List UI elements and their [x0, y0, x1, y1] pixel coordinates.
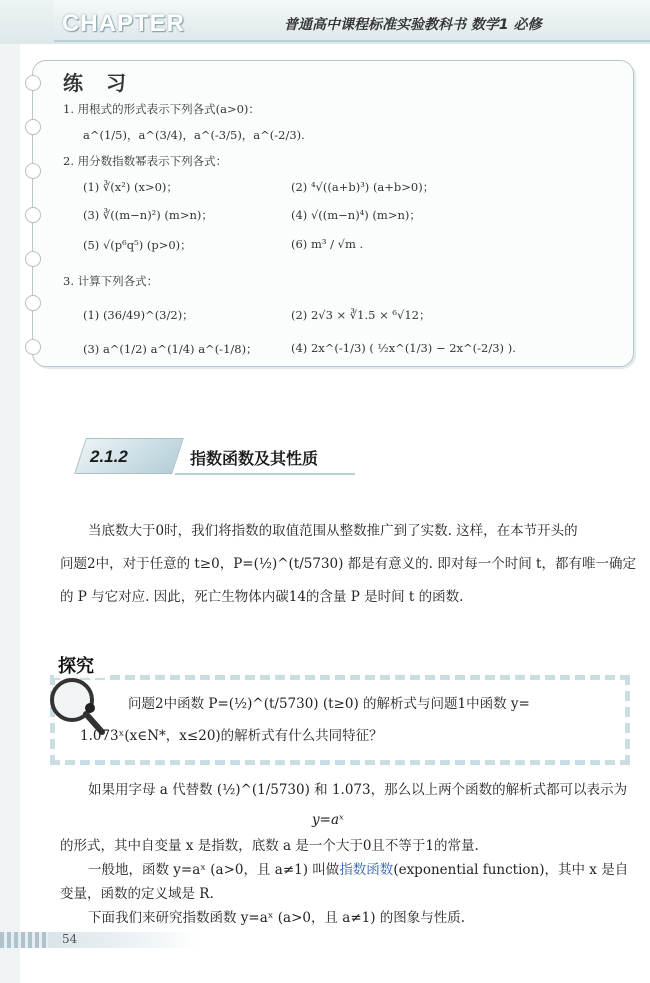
- explore-question-line-1: 问题2中函数 P=(½)^(t/5730) (t≥0) 的解析式与问题1中函数 y=: [128, 696, 530, 712]
- body-line: 的形式，其中自变量 x 是指数，底数 a 是一个大于0且不等于1的常量.: [60, 838, 479, 854]
- definition-pre: 一般地，函数 y=aˣ (a>0，且 a≠1) 叫做: [88, 862, 340, 878]
- question-3-prompt: 3. 计算下列各式：: [63, 274, 159, 288]
- body-line: 如果用字母 a 代替数 (½)^(1/5730) 和 1.073，那么以上两个函数的解析式都可以表示为: [88, 782, 628, 798]
- explore-question-line-2: 1.073ˣ(x∈N*，x≤20)的解析式有什么共同特征？: [80, 728, 383, 744]
- question-2-item: (6) m³ / √m .: [291, 237, 364, 251]
- page-number: 54: [62, 932, 78, 946]
- question-3-item: (1) (36/49)^(3/2)；: [83, 308, 194, 322]
- term-exponential-function: 指数函数: [339, 862, 394, 878]
- binder-ring-icon: [25, 339, 41, 355]
- question-2-item: (2) ⁴√((a+b)³) (a+b>0)；: [291, 180, 435, 194]
- svg-text:探究: 探究: [58, 656, 94, 677]
- binder-ring-icon: [25, 75, 41, 91]
- binder-ring-icon: [25, 163, 41, 179]
- definition-post: (exponential function)，其中 x 是自: [393, 862, 629, 878]
- paragraph-line: 当底数大于0时，我们将指数的取值范围从整数推广到了实数. 这样，在本节开头的: [88, 523, 578, 539]
- question-2-item: (3) ∛((m−n)²) (m>n)；: [83, 208, 213, 222]
- binder-ring-icon: [25, 295, 41, 311]
- body-line: 变量，函数的定义域是 R.: [60, 886, 214, 902]
- section-heading: [80, 420, 340, 490]
- page-spine: [0, 0, 20, 983]
- binder-ring-icon: [25, 119, 41, 135]
- question-3-item: (4) 2x^(-1/3) ( ½x^(1/3) − 2x^(-2/3) ).: [291, 341, 516, 355]
- exercise-title: 练 习: [63, 71, 134, 95]
- question-1-prompt: 1. 用根式的形式表示下列各式(a>0)：: [63, 102, 260, 116]
- page-header: [0, 0, 650, 44]
- question-3-item: (3) a^(1/2) a^(1/4) a^(-1/8)；: [83, 342, 258, 356]
- intro-paragraph: [60, 515, 636, 614]
- question-1-items: a^(1/5)，a^(3/4)，a^(-3/5)，a^(-2/3).: [83, 128, 305, 142]
- question-3-item: (2) 2√3 × ∛1.5 × ⁶√12；: [291, 308, 431, 322]
- body-line: 下面我们来研究指数函数 y=aˣ (a>0，且 a≠1) 的图象与性质.: [88, 910, 466, 926]
- paragraph-line: 的 P 与它对应. 因此，死亡生物体内碳14的含量 P 是时间 t 的函数.: [60, 589, 464, 605]
- binder-ring-icon: [25, 207, 41, 223]
- paragraph-line: 问题2中，对于任意的 t≥0，P=(½)^(t/5730) 都是有意义的. 即对每一个时间 t，都有唯一确定: [60, 556, 636, 572]
- question-2-item: (5) √(p⁶q⁵) (p>0)；: [83, 238, 192, 252]
- definition-line: [88, 858, 628, 878]
- binder-ring-icon: [25, 251, 41, 267]
- chapter-label: CHAPTER: [62, 10, 186, 37]
- book-title: 普通高中课程标准实验教科书 数学1 必修: [284, 17, 542, 33]
- section-underline: [175, 473, 355, 475]
- question-2-item: (1) ∛(x²) (x>0)；: [83, 180, 178, 194]
- exercise-box: [32, 60, 634, 367]
- question-2-prompt: 2. 用分数指数幂表示下列各式：: [63, 154, 228, 168]
- section-title: 指数函数及其性质: [190, 449, 319, 468]
- footer-stripes: [0, 932, 48, 948]
- section-number: 2.1.2: [90, 447, 128, 466]
- question-2-item: (4) √((m−n)⁴) (m>n)；: [291, 208, 421, 222]
- formula-y-equals-a-x: y=aˣ: [312, 812, 344, 828]
